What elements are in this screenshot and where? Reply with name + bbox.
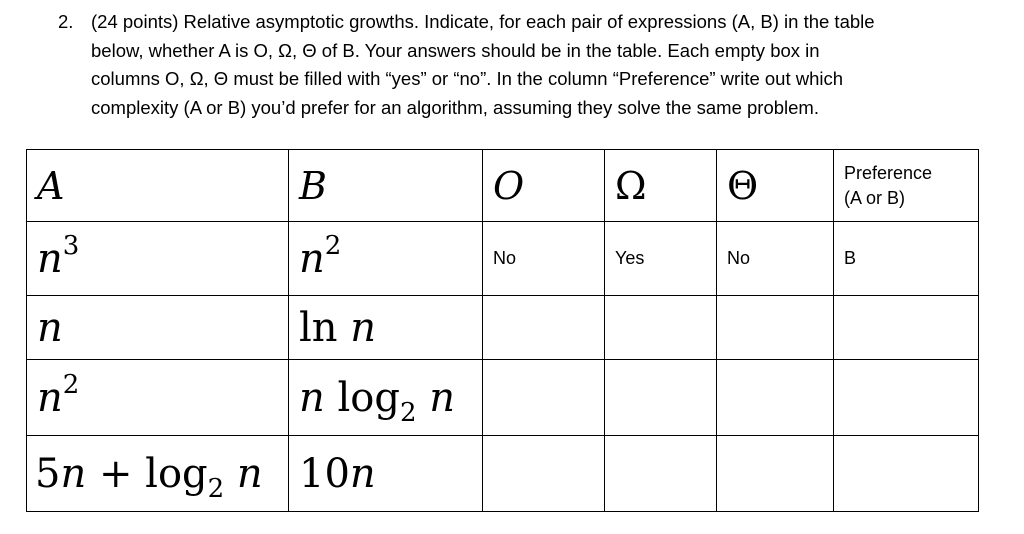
header-b: B xyxy=(289,150,483,222)
cell-theta[interactable] xyxy=(717,436,834,512)
header-a: A xyxy=(27,150,289,222)
header-omega: Ω xyxy=(605,150,717,222)
table-row xyxy=(27,436,979,512)
cell-a: $n^3$ xyxy=(27,222,289,296)
question-text xyxy=(91,8,1001,122)
cell-theta[interactable] xyxy=(717,360,834,436)
table-row xyxy=(27,360,979,436)
cell-a: $n^2$ xyxy=(27,360,289,436)
cell-b: ln n xyxy=(289,296,483,360)
cell-preference[interactable] xyxy=(834,296,979,360)
table-row xyxy=(27,222,979,296)
cell-a: n xyxy=(27,296,289,360)
header-theta: Θ xyxy=(717,150,834,222)
table-header-row xyxy=(27,150,979,222)
cell-b: 10n xyxy=(289,436,483,512)
cell-o[interactable]: No xyxy=(483,222,605,296)
question-number: 2. xyxy=(58,11,74,32)
cell-a: $5n + \log_2 n$ xyxy=(27,436,289,512)
question-line: complexity (A or B) you’d prefer for an algorithm, assuming they solve the same problem. xyxy=(91,96,819,118)
cell-o[interactable] xyxy=(483,436,605,512)
cell-preference[interactable] xyxy=(834,436,979,512)
cell-b: n $\log_2 n$ xyxy=(289,360,483,436)
cell-theta[interactable] xyxy=(717,296,834,360)
table-row xyxy=(27,296,979,360)
cell-preference[interactable] xyxy=(834,360,979,436)
cell-b: $n^2$ xyxy=(289,222,483,296)
header-big-o: O xyxy=(483,150,605,222)
question-line: below, whether A is O, Ω, Θ of B. Your answers should be in the table. Each empty box in xyxy=(91,39,820,61)
cell-o[interactable] xyxy=(483,296,605,360)
question-line: columns O, Ω, Θ must be filled with “yes” or “no”. In the column “Preference” write out which xyxy=(91,68,844,89)
cell-omega[interactable]: Yes xyxy=(605,222,717,296)
cell-o[interactable] xyxy=(483,360,605,436)
cell-omega[interactable] xyxy=(605,296,717,360)
cell-omega[interactable] xyxy=(605,436,717,512)
cell-preference[interactable]: B xyxy=(834,222,979,296)
header-preference: Preference (A or B) xyxy=(834,150,979,222)
question-line: (24 points) Relative asymptotic growths. Indicate, for each pair of expressions (A, B) in the table xyxy=(91,11,875,32)
cell-omega[interactable] xyxy=(605,360,717,436)
answer-table xyxy=(26,149,979,512)
cell-theta[interactable]: No xyxy=(717,222,834,296)
